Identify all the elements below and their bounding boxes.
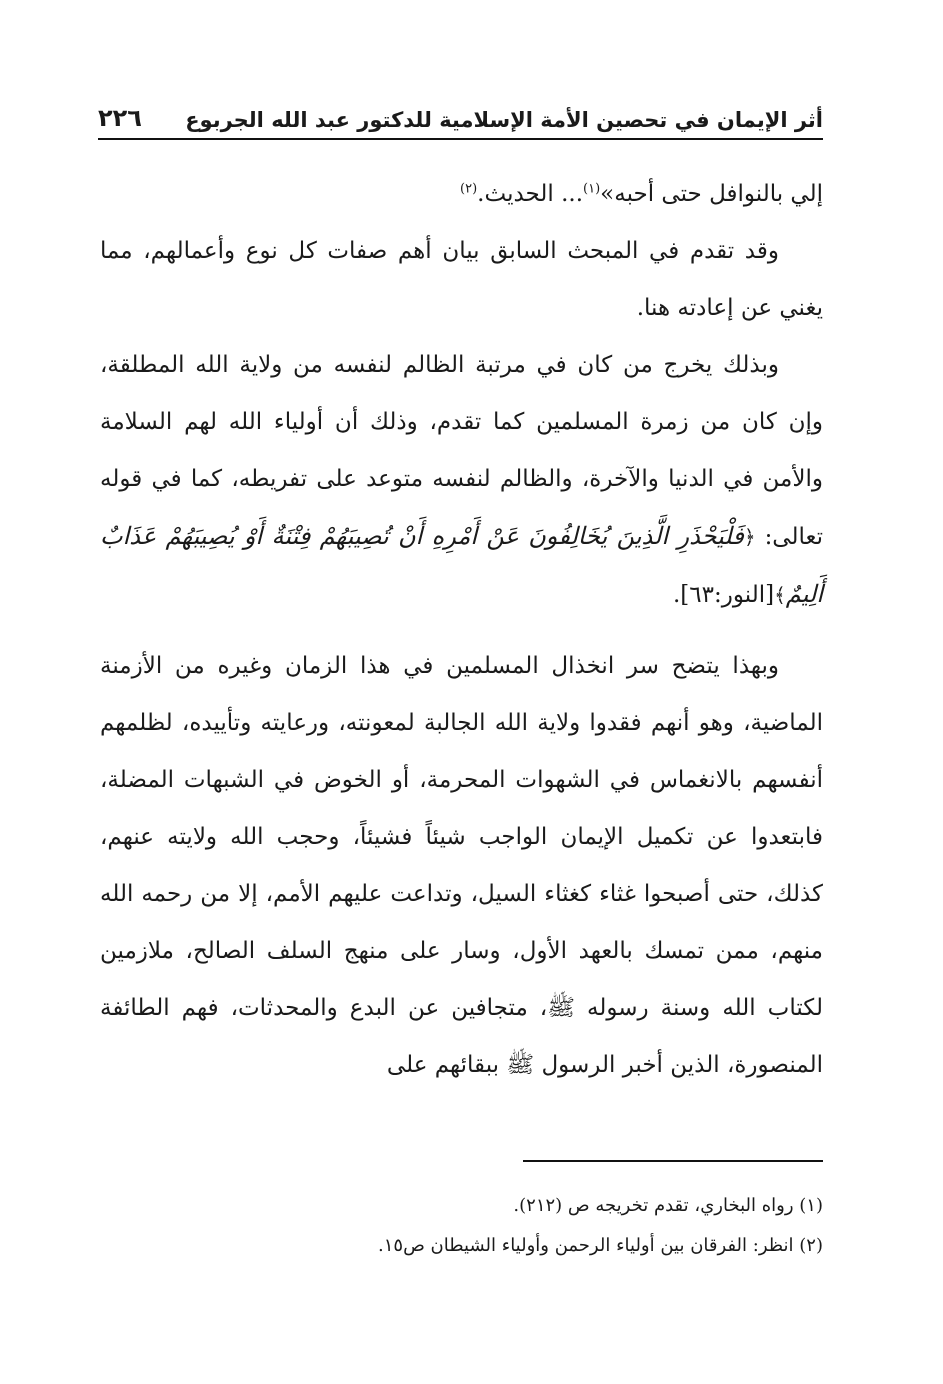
paragraph-hadith-end (100, 166, 823, 223)
main-text (100, 166, 823, 1094)
footnote-ref-1[interactable]: (١) (583, 181, 601, 197)
book-title: أثر الإيمان في تحصين الأمة الإسلامية للدكتور عبد الله الجربوع (185, 108, 823, 132)
paragraph-3-text: وبذلك يخرج من كان في مرتبة الظالم لنفسه من ولاية الله المطلقة، وإن كان من زمرة المسلمين كما تقدم، وذلك أن أولياء الله لهم السلامة والأمن في الدنيا والآخرة، والظالم لنفسه متوعد على تفريطه، كما في قوله تعالى: (100, 352, 823, 550)
footnote-2: (٢) انظر: الفرقان بين أولياء الرحمن وأولياء الشيطان ص١٥. (378, 1235, 823, 1256)
paragraph-4: وبهذا يتضح سر انخذال المسلمين في هذا الزمان وغيره من الأزمنة الماضية، وهو أنهم فقدوا ولاية الله الجالبة لمعونته، ورعايته وتأييده، لظلمهم أنفسهم بالانغماس في الشهوات المحرمة، أو الخوض في الشبهات المضلة، فابتعدوا عن تكميل الإيمان الواجب شيئاً فشيئاً، وحجب الله ولايته عنهم، كذلك، حتى أصبحوا غثاء كغثاء السيل، وتداعت عليهم الأمم، إلا من رحمه الله منهم، ممن تمسك بالعهد الأول، وسار على منهج السلف الصالح، ملازمين لكتاب الله وسنة رسوله ﷺ، متجافين عن البدع والمحدثات، فهم الطائفة المنصورة، الذين أخبر الرسول ﷺ ببقائهم على (100, 653, 823, 1078)
footnotes (100, 1186, 823, 1266)
footnote-1: (١) رواه البخاري، تقدم تخريجه ص (٢١٢). (513, 1195, 823, 1216)
verse-citation: [النور:٦٣]. (673, 582, 775, 608)
paragraph-3 (100, 337, 823, 624)
quran-bracket-open: ﴿ (743, 525, 756, 549)
hadith-continuation: ... الحديث. (477, 181, 584, 207)
page-number: ٢٢٦ (98, 104, 142, 132)
quran-verse: فَلْيَحْذَرِ الَّذِينَ يُخَالِفُونَ عَنْ أَمْرِهِ أَنْ تُصِيبَهُمْ فِتْنَةٌ أَوْ يُصِيبَهُمْ عَذَابٌ أَلِيمٌ (100, 522, 823, 608)
quran-bracket-close: ﴾ (774, 583, 786, 607)
running-header (98, 92, 823, 140)
paragraph-2: وقد تقدم في المبحث السابق بيان أهم صفات كل نوع وأعمالهم، مما يغني عن إعادته هنا. (100, 238, 823, 321)
footnote-divider (523, 1160, 823, 1162)
hadith-text: إلي بالنوافل حتى أحبه» (600, 181, 823, 207)
footnote-ref-2[interactable]: (٢) (460, 181, 478, 197)
